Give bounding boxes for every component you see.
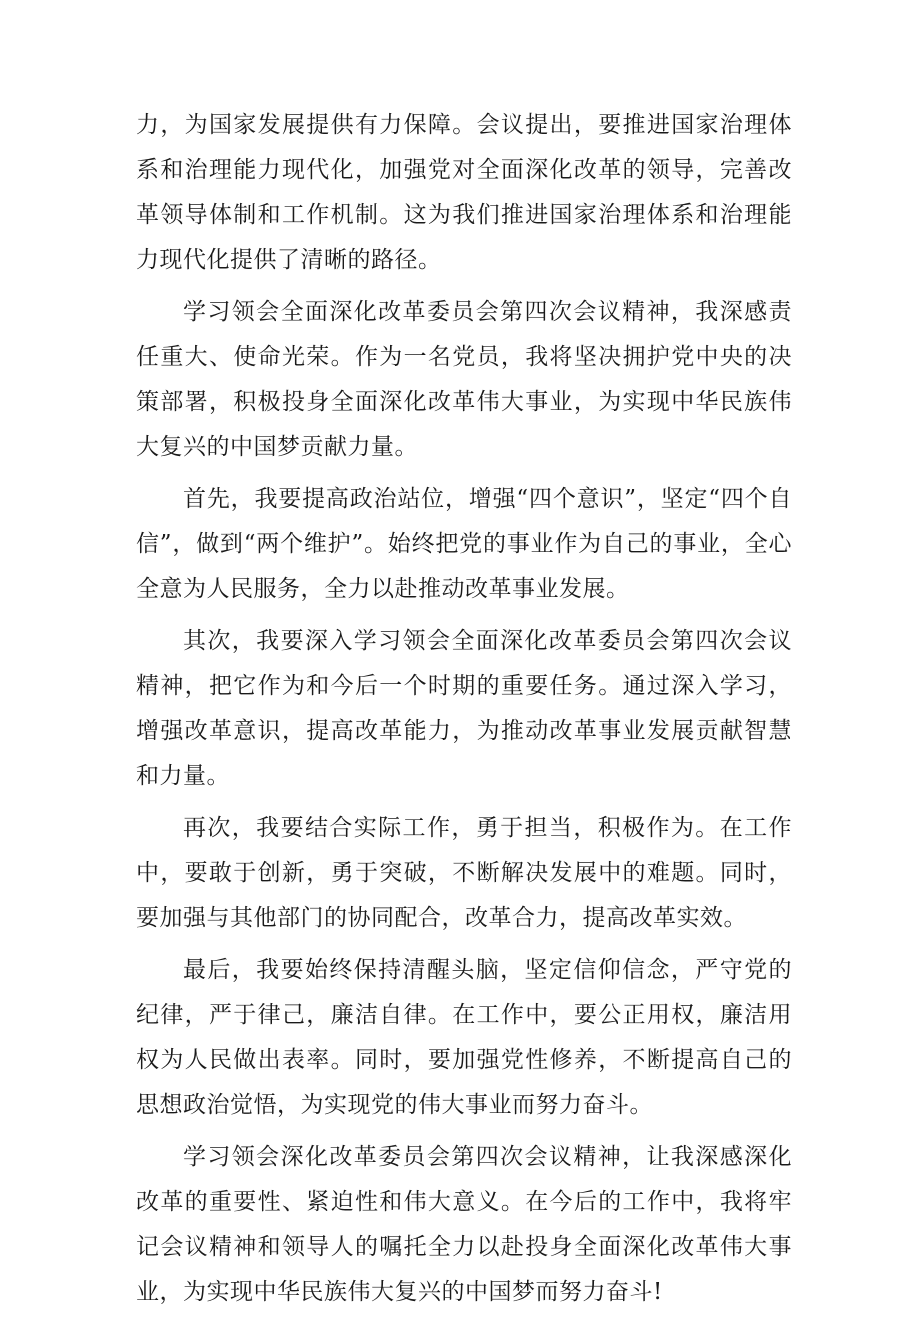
paragraph: 学习领会深化改革委员会第四次会议精神，让我深感深化改革的重要性、紧迫性和伟大意义。在今后的工作中，我将牢记会议精神和领导人的嘱托全力以赴投身全面深化改革伟大事业，为实现中华民族伟大复兴的中国梦而努力奋斗!	[136, 1144, 792, 1305]
paragraph: 力，为国家发展提供有力保障。会议提出，要推进国家治理体系和治理能力现代化，加强党对全面深化改革的领导，完善改革领导体制和工作机制。这为我们推进国家治理体系和治理能力现代化提供了清晰的路径。	[136, 112, 792, 273]
paragraph: 最后，我要始终保持清醒头脑，坚定信仰信念，严守党的纪律，严于律己，廉洁自律。在工作中，要公正用权，廉洁用权为人民做出表率。同时，要加强党性修养，不断提高自己的思想政治觉悟，为实现党的伟大事业而努力奋斗。	[136, 957, 792, 1118]
paragraph: 再次，我要结合实际工作，勇于担当，积极作为。在工作中，要敢于创新，勇于突破，不断解决发展中的难题。同时，要加强与其他部门的协同配合，改革合力，提高改革实效。	[136, 815, 792, 931]
document-body	[136, 103, 792, 1322]
paragraph: 首先，我要提高政治站位，增强“四个意识”，坚定“四个自信”，做到“两个维护”。始终把党的事业作为自己的事业，全心全意为人民服务，全力以赴推动改革事业发展。	[136, 486, 792, 602]
paragraph: 学习领会全面深化改革委员会第四次会议精神，我深感责任重大、使命光荣。作为一名党员，我将坚决拥护党中央的决策部署，积极投身全面深化改革伟大事业，为实现中华民族伟大复兴的中国梦贡献力量。	[136, 299, 792, 460]
paragraph: 其次，我要深入学习领会全面深化改革委员会第四次会议精神，把它作为和今后一个时期的重要任务。通过深入学习，增强改革意识，提高改革能力，为推动改革事业发展贡献智慧和力量。	[136, 628, 792, 789]
